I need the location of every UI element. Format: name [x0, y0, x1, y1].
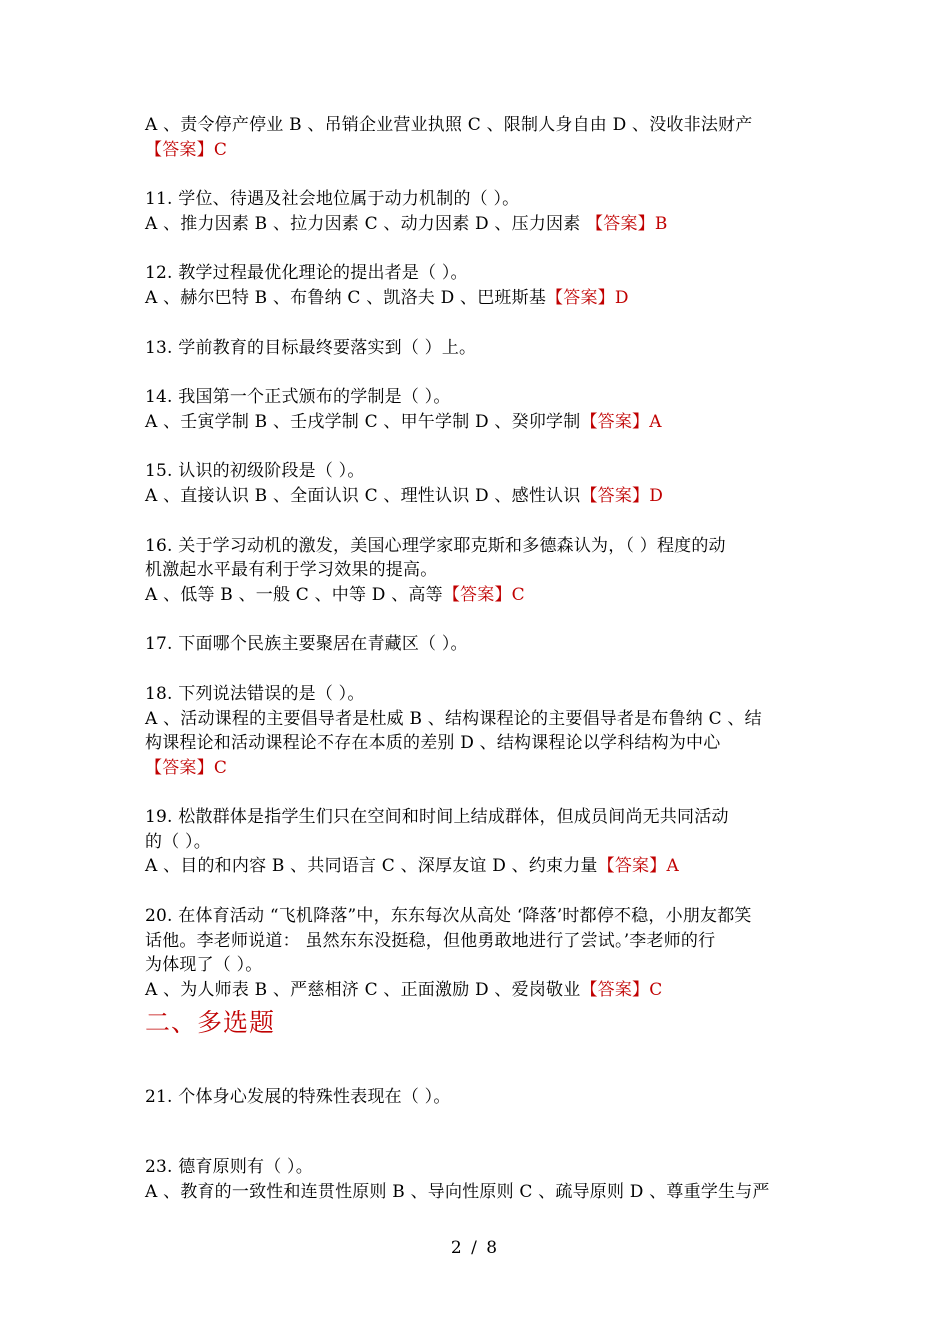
- answer-label: 【答案】: [586, 213, 655, 234]
- page-content: [145, 113, 810, 1204]
- q14-stem: 14. 我国第一个正式颁布的学制是（ ）。: [145, 387, 451, 408]
- q20-options-text: A 、为人师表 B 、严慈相济 C 、正面激励 D 、爱岗敬业: [145, 979, 581, 1000]
- answer-label: 【答案】: [546, 287, 615, 308]
- q11-stem: 11. 学位、待遇及社会地位属于动力机制的（ ）。: [145, 189, 520, 210]
- q20-stem-line2: 话他。李老师说道： 虽然东东没挺稳，但他勇敢地进行了尝试。’李老师的行: [145, 930, 716, 951]
- q15-stem: 15. 认识的初级阶段是（ ）。: [145, 461, 365, 482]
- q15-options: [145, 484, 810, 509]
- q19-options-text: A 、目的和内容 B 、共同语言 C 、深厚友谊 D 、约束力量: [145, 856, 598, 877]
- q18-options-line2: 构课程论和活动课程论不存在本质的差别 D 、结构课程论以学科结构为中心: [145, 733, 721, 754]
- q20-stem-line1: 20. 在体育活动 “飞机降落”中，东东每次从高处 ‘降落’时都停不稳，小朋友都笑: [145, 906, 752, 927]
- q11-options: [145, 212, 810, 237]
- answer-value: C: [649, 979, 663, 1000]
- q12-stem: 12. 教学过程最优化理论的提出者是（ ）。: [145, 263, 468, 284]
- q10-options: [145, 113, 810, 138]
- answer-label: 【答案】: [442, 584, 512, 605]
- answer-value: D: [614, 287, 629, 308]
- q14-options-text: A 、壬寅学制 B 、壬戌学制 C 、甲午学制 D 、癸卯学制: [145, 411, 581, 432]
- answer-value: A: [666, 856, 679, 877]
- section-title-multiple-choice: 二、多选题: [145, 1008, 276, 1038]
- q19-stem-line1: 19. 松散群体是指学生们只在空间和时间上结成群体，但成员间尚无共同活动: [145, 807, 729, 828]
- answer-label: 【答案】: [145, 139, 214, 160]
- q17-stem: 17. 下面哪个民族主要聚居在青藏区（ ）。: [145, 634, 468, 655]
- q21-stem: 21. 个体身心发展的特殊性表现在（ ）。: [145, 1087, 451, 1108]
- answer-value: A: [649, 411, 662, 432]
- answer-value: C: [511, 584, 525, 605]
- q14-options: [145, 410, 810, 435]
- q18-options-line1: A 、活动课程的主要倡导者是杜威 B 、结构课程论的主要倡导者是布鲁纳 C 、结: [145, 708, 762, 729]
- q23-stem: 23. 德育原则有（ ）。: [145, 1157, 313, 1178]
- q16-options: [145, 583, 810, 608]
- q20-stem-line3: 为体现了（ ）。: [145, 955, 263, 976]
- answer-label: 【答案】: [145, 757, 214, 778]
- q18-stem: 18. 下列说法错误的是（ ）。: [145, 683, 365, 704]
- q19-stem-line2: 的（ ）。: [145, 831, 211, 852]
- q20-options: [145, 978, 810, 1003]
- answer-value: C: [213, 757, 228, 778]
- q16-stem-line2: 机激起水平最有利于学习效果的提高。: [145, 560, 438, 581]
- q18-answer: [145, 756, 810, 781]
- answer-label: 【答案】: [597, 856, 667, 877]
- q11-options-text: A 、推力因素 B 、拉力因素 C 、动力因素 D 、压力因素: [145, 213, 587, 234]
- answer-value: B: [654, 213, 668, 234]
- q10-options-text: A 、责令停产停业 B 、吊销企业营业执照 C 、限制人身自由 D 、没收非法财产: [145, 115, 753, 135]
- q13-stem: 13. 学前教育的目标最终要落实到（ ）上。: [145, 337, 477, 358]
- q10-answer: [145, 138, 810, 163]
- q12-options-text: A 、赫尔巴特 B 、布鲁纳 C 、凯洛夫 D 、巴班斯基: [145, 287, 547, 308]
- answer-label: 【答案】: [580, 485, 650, 506]
- q23-options: A 、教育的一致性和连贯性原则 B 、导向性原则 C 、疏导原则 D 、尊重学生与严: [145, 1181, 770, 1202]
- q16-options-text: A 、低等 B 、一般 C 、中等 D 、高等: [145, 584, 443, 605]
- q15-options-text: A 、直接认识 B 、全面认识 C 、理性认识 D 、感性认识: [145, 485, 581, 506]
- answer-label: 【答案】: [580, 411, 650, 432]
- page-number: 2 / 8: [450, 1238, 500, 1258]
- q12-options: [145, 286, 810, 311]
- q19-options: [145, 854, 810, 879]
- answer-label: 【答案】: [580, 979, 650, 1000]
- answer-value: D: [649, 485, 664, 506]
- q16-stem-line1: 16. 关于学习动机的激发，美国心理学家耶克斯和多德森认为，（ ）程度的动: [145, 535, 726, 556]
- answer-value: C: [213, 139, 228, 160]
